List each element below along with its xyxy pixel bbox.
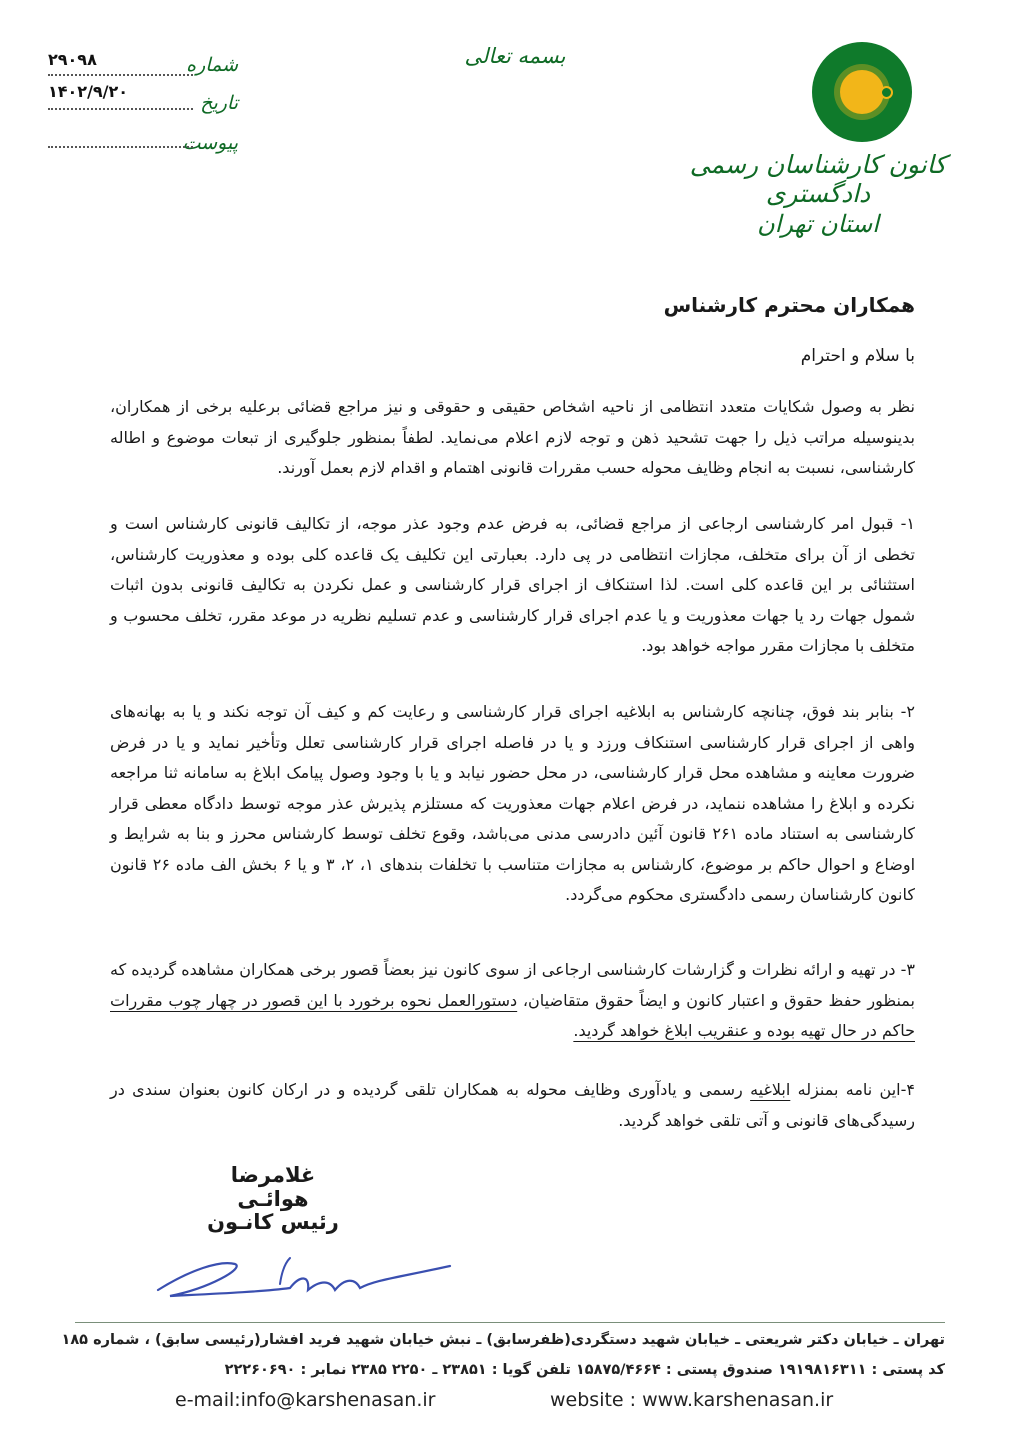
item-1-paragraph: ۱- قبول امر کارشناسی ارجاعی از مراجع قضائی، به فرض عدم وجود عذر موجه، از تکالیف قانونی کارشناس است و تخطی از آن برای متخلف، مجازات انتظامی در پی دارد. بعبارتی این تکلیف یک قاعده کلی بوده و معذوریت کارشناس، استثنائی بر این قاعده کلی است. لذا استنکاف از اجرای قرار کارشناسی و عمل نکردن به تکالیف قانونی بدون اثبات شمول جهات رد یا جهات معذوریت و یا عدم اجرای قرار کارشناسی و عدم تسلیم نظریه در موعد مقرر، تخلف محسوب و متخلف با مجازات مقرر مواجه خواهد بود. — [110, 514, 915, 655]
footer-contacts: کد پستی : ۱۹۱۹۸۱۶۳۱۱ صندوق پستی : ۱۵۸۷۵/۴۶۶۴ تلفن گویا : ۲۳۸۵۱ ـ ۲۲۵۰ ۲۳۸۵ نمابر : ۲۲۲۶۰۶۹۰ — [224, 1362, 945, 1378]
item-4-text-start: ۴-این نامه بمنزله — [790, 1080, 915, 1099]
meta-attachment-label: پیوست — [182, 132, 238, 154]
org-name: کانون کارشناسان رسمی دادگستری — [689, 150, 947, 208]
signer-name: غلامرضا هوائـی — [230, 1163, 316, 1211]
handwritten-signature — [150, 1250, 460, 1310]
letter-greeting: با سلام و احترام — [800, 346, 915, 366]
letter-salutation: همکاران محترم کارشناس — [663, 293, 915, 317]
footer-address: تهران ـ خیابان دکتر شریعتی ـ خیابان شهید دستگردی(ظفرسابق) ـ نبش خیابان شهید فرید افشار(رئیسی سابق) ، شماره ۱۸۵ — [61, 1332, 945, 1348]
meta-attachment-line — [48, 146, 193, 148]
item-4-paragraph — [110, 1075, 915, 1136]
footer-email[interactable]: e-mail:info@karshenasan.ir — [175, 1389, 436, 1411]
footer-divider — [75, 1322, 945, 1323]
meta-date-value: ۱۴۰۲/۹/۲۰ — [48, 82, 129, 101]
item-4-text-end: رسمی و یادآوری وظایف محوله به همکاران تلقی گردیده و در ارکان کانون بعنوان سندی در رسیدگی‌های قانونی و آتی تلقی خواهد گردید. — [110, 1080, 915, 1130]
item-2-paragraph: ۲- بنابر بند فوق، چنانچه کارشناس به ابلاغیه اجرای قرار کارشناسی و رعایت کم و کیف آن توجه نکند و یا به بهانه‌های واهی از اجرای قرار کارشناسی استنکاف ورزد و یا در فاصله اجرای قرار کارشناسی تعلل وتأخیر نماید و یا در فرض ضرورت معاینه و مشاهده محل قرار کارشناسی، در محل حضور نیابد و یا با وجود وصول پیامک ابلاغ به سامانه ثنا مراجعه نکرده و ابلاغ را مشاهده ننماید، در فرض اعلام جهات معذوریت که مستلزم پذیرش عذر موجه توسط دادگاه معطی قرار کارشناسی به استناد ماده ۲۶۱ قانون آئین دادرسی مدنی می‌باشد، وقوع تخلف توسط کارشناس محرز و بنا به شرایط و اوضاع و احوال حاکم بر موضوع، کارشناس به مجازات متناسب با تخلفات بندهای ۱، ۲، ۳ و یا ۶ بخش الف ماده ۲۶ قانون کانون کارشناسان رسمی دادگستری محکوم می‌گردد. — [110, 702, 916, 904]
sun-icon — [840, 70, 884, 114]
item-4-underlined-text: ابلاغیه — [750, 1080, 791, 1099]
organization-logo — [812, 42, 912, 142]
meta-date-label: تاریخ — [200, 92, 238, 114]
item-3-text: ۳- در تهیه و ارائه نظرات و گزارشات کارشناسی ارجاعی از سوی کانون نیز بعضاً قصور برخی همکاران مشاهده گردیده که بمنظور حفظ حقوق و اعتبار کانون و ایضاً حقوق متقاضیان، — [110, 960, 916, 1010]
org-province: استان تهران — [757, 210, 879, 238]
bismillah-heading: بسمه تعالی — [464, 44, 566, 68]
footer-website[interactable]: website : www.karshenasan.ir — [550, 1389, 834, 1411]
meta-number-line — [48, 74, 193, 76]
signer-title: رئیس کانـون — [207, 1210, 339, 1234]
item-3-paragraph — [110, 955, 915, 1047]
intro-paragraph: نظر به وصول شکایات متعدد انتظامی از ناحیه اشخاص حقیقی و حقوقی و نیز مراجع قضائی برعلیه برخی از همکاران، بدینوسیله مراتب ذیل را جهت تشحید ذهن و توجه لازم اعلام می‌نماید. لطفاً بمنظور جلوگیری از تبعات موضوع و اطاله کارشناسی، نسبت به انجام وظایف محوله حسب مقررات قانونی اهتمام و اقدام لازم بعمل آورند. — [110, 397, 915, 477]
meta-number-value: ۲۹۰۹۸ — [48, 50, 97, 69]
item-3-underlined-text: دستورالعمل نحوه برخورد با این قصور در چهار چوب مقررات حاکم در حال تهیه بوده و عنقریب ابلاغ خواهد گردید. — [110, 990, 915, 1040]
logo-dot — [880, 86, 893, 99]
meta-number-label: شماره — [186, 54, 238, 76]
meta-date-line — [48, 108, 193, 110]
